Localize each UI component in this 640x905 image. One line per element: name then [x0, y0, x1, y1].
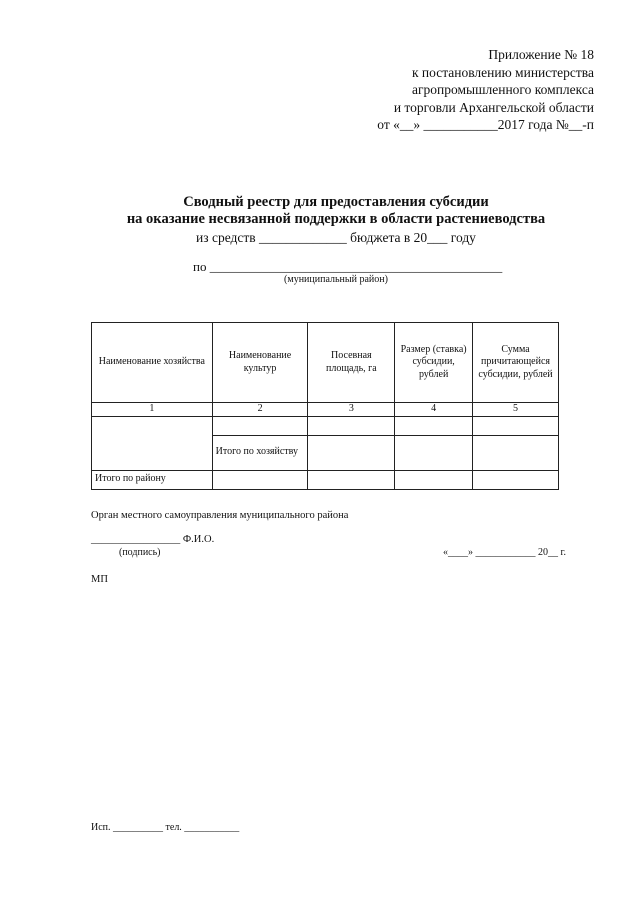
header-farm-name: Наименование хозяйства: [92, 323, 213, 403]
signature-caption: (подпись): [119, 547, 161, 558]
column-number: 5: [473, 403, 559, 417]
registry-table: [91, 322, 559, 490]
header-crop-name: Наименование культур: [212, 323, 308, 403]
signature-field: _________________ Ф.И.О.: [91, 534, 215, 545]
document-subtitle: из средств _____________ бюджета в 20___ году: [196, 230, 476, 245]
district-caption: (муниципальный район): [284, 274, 388, 285]
column-number: 2: [212, 403, 308, 417]
district-field: [193, 259, 502, 275]
column-number: 4: [395, 403, 473, 417]
district-total-area-cell[interactable]: [308, 470, 395, 489]
appendix-line-2: к постановлению министерства: [411, 64, 594, 80]
document-title: [0, 194, 640, 228]
farm-total-rate-cell[interactable]: [395, 435, 473, 470]
title-line-1: Сводный реестр для предоставления субсидии: [183, 194, 489, 210]
farm-total-area-cell[interactable]: [308, 435, 395, 470]
appendix-line-1: Приложение № 18: [488, 47, 594, 62]
farm-total-label: Итого по хозяйству: [212, 435, 308, 470]
district-total-amount-cell[interactable]: [473, 470, 559, 489]
appendix-header: [377, 46, 594, 134]
header-sown-area: Посевная площадь, га: [308, 323, 395, 403]
appendix-line-5: от «__» ___________2017 года №__-п: [377, 117, 594, 132]
district-blank: _____________________________________________: [209, 259, 503, 274]
appendix-line-3: агропромышленного комплекса: [412, 82, 594, 97]
district-total-crop-cell[interactable]: [212, 470, 308, 489]
district-total-row: [92, 470, 559, 489]
column-number: 3: [308, 403, 395, 417]
authority-label: Орган местного самоуправления муниципального района: [91, 510, 349, 521]
district-total-label: Итого по району: [92, 470, 213, 489]
header-subsidy-rate: Размер (ставка) субсидии, рублей: [395, 323, 473, 403]
subsidy-amount-cell[interactable]: [473, 416, 559, 435]
seal-label: МП: [91, 574, 108, 585]
district-prefix: по: [193, 259, 207, 274]
title-line-2: на оказание несвязанной поддержки в области растениеводства: [126, 211, 546, 227]
crop-name-cell[interactable]: [212, 416, 308, 435]
date-field: «____» ____________ 20__ г.: [443, 547, 566, 558]
executor-line: Исп. __________ тел. ___________: [91, 822, 240, 833]
farm-name-cell[interactable]: [92, 416, 213, 470]
table-header-row: [92, 323, 559, 403]
subsidy-rate-cell[interactable]: [395, 416, 473, 435]
column-number: 1: [92, 403, 213, 417]
table-row: [92, 416, 559, 435]
sown-area-cell[interactable]: [308, 416, 395, 435]
header-subsidy-amount: Сумма причитающейся субсидии, рублей: [473, 323, 559, 403]
table-number-row: [92, 403, 559, 417]
farm-total-amount-cell[interactable]: [473, 435, 559, 470]
district-total-rate-cell[interactable]: [395, 470, 473, 489]
appendix-line-4: и торговли Архангельской области: [393, 99, 594, 115]
